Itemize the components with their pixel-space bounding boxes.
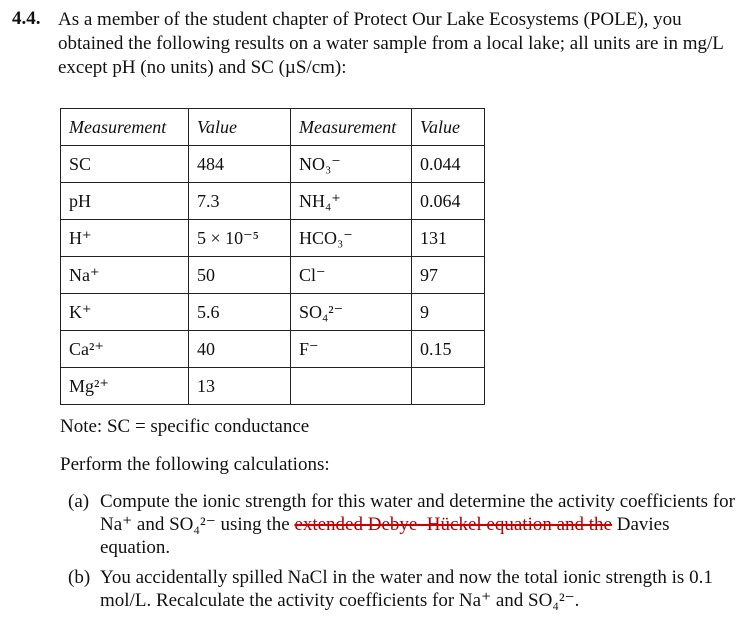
- cell-measurement: Na⁺: [61, 257, 189, 294]
- table-row: [61, 294, 485, 331]
- cell-value: 50: [189, 257, 291, 294]
- table-row: [61, 183, 485, 220]
- cell-measurement: NH₄⁺: [291, 183, 412, 220]
- cell-value: 5 × 10⁻⁵: [189, 220, 291, 257]
- cell-measurement: [291, 368, 412, 405]
- header-value-2: Value: [412, 109, 485, 146]
- cell-measurement: K⁺: [61, 294, 189, 331]
- table-note: Note: SC = specific conductance: [60, 416, 310, 437]
- cell-value: 0.064: [412, 183, 485, 220]
- problem-intro: As a member of the student chapter of Protect Our Lake Ecosystems (POLE), you obtained the following results on a water sample from a local lake; all units are in mg/L except pH (no units) and SC (µS/cm):: [58, 9, 724, 78]
- cell-value: 484: [189, 146, 291, 183]
- part-a-body: [100, 490, 740, 559]
- cell-value: 97: [412, 257, 485, 294]
- cell-value: 0.15: [412, 331, 485, 368]
- cell-measurement: Ca²⁺: [61, 331, 189, 368]
- table-row: [61, 220, 485, 257]
- table-row: [61, 368, 485, 405]
- cell-value: 40: [189, 331, 291, 368]
- cell-measurement: NO₃⁻: [291, 146, 412, 183]
- cell-value: [412, 368, 485, 405]
- cell-value: 0.044: [412, 146, 485, 183]
- problem-number: 4.4.: [12, 8, 41, 29]
- table-header-row: [61, 109, 485, 146]
- table-row: [61, 331, 485, 368]
- header-measurement-1: Measurement: [61, 109, 189, 146]
- cell-measurement: F⁻: [291, 331, 412, 368]
- cell-value: 9: [412, 294, 485, 331]
- table-row: [61, 257, 485, 294]
- cell-measurement: pH: [61, 183, 189, 220]
- cell-measurement: Cl⁻: [291, 257, 412, 294]
- header-measurement-2: Measurement: [291, 109, 412, 146]
- cell-measurement: SO₄²⁻: [291, 294, 412, 331]
- header-value-1: Value: [189, 109, 291, 146]
- part-a-text-after: Davies equation.: [100, 514, 670, 558]
- cell-measurement: H⁺: [61, 220, 189, 257]
- table-row: [61, 146, 485, 183]
- cell-value: 131: [412, 220, 485, 257]
- part-a-text-before: Compute the ionic strength for this water and determine the activity coefficients for Na⁺ and SO₄²⁻ using the: [100, 491, 735, 535]
- cell-value: 13: [189, 368, 291, 405]
- cell-value: 7.3: [189, 183, 291, 220]
- part-a-label: (a): [68, 491, 90, 512]
- cell-value: 5.6: [189, 294, 291, 331]
- cell-measurement: SC: [61, 146, 189, 183]
- measurement-table: [60, 108, 485, 405]
- part-a-struck-text: extended Debye–Hückel equation and the: [294, 514, 612, 535]
- perform-instruction: Perform the following calculations:: [60, 454, 330, 475]
- part-b-body: You accidentally spilled NaCl in the water and now the total ionic strength is 0.1 mol/L. Recalculate the activity coefficients for Na⁺ and SO₄²⁻.: [100, 567, 713, 611]
- cell-measurement: Mg²⁺: [61, 368, 189, 405]
- cell-measurement: HCO₃⁻: [291, 220, 412, 257]
- part-b-label: (b): [68, 567, 91, 588]
